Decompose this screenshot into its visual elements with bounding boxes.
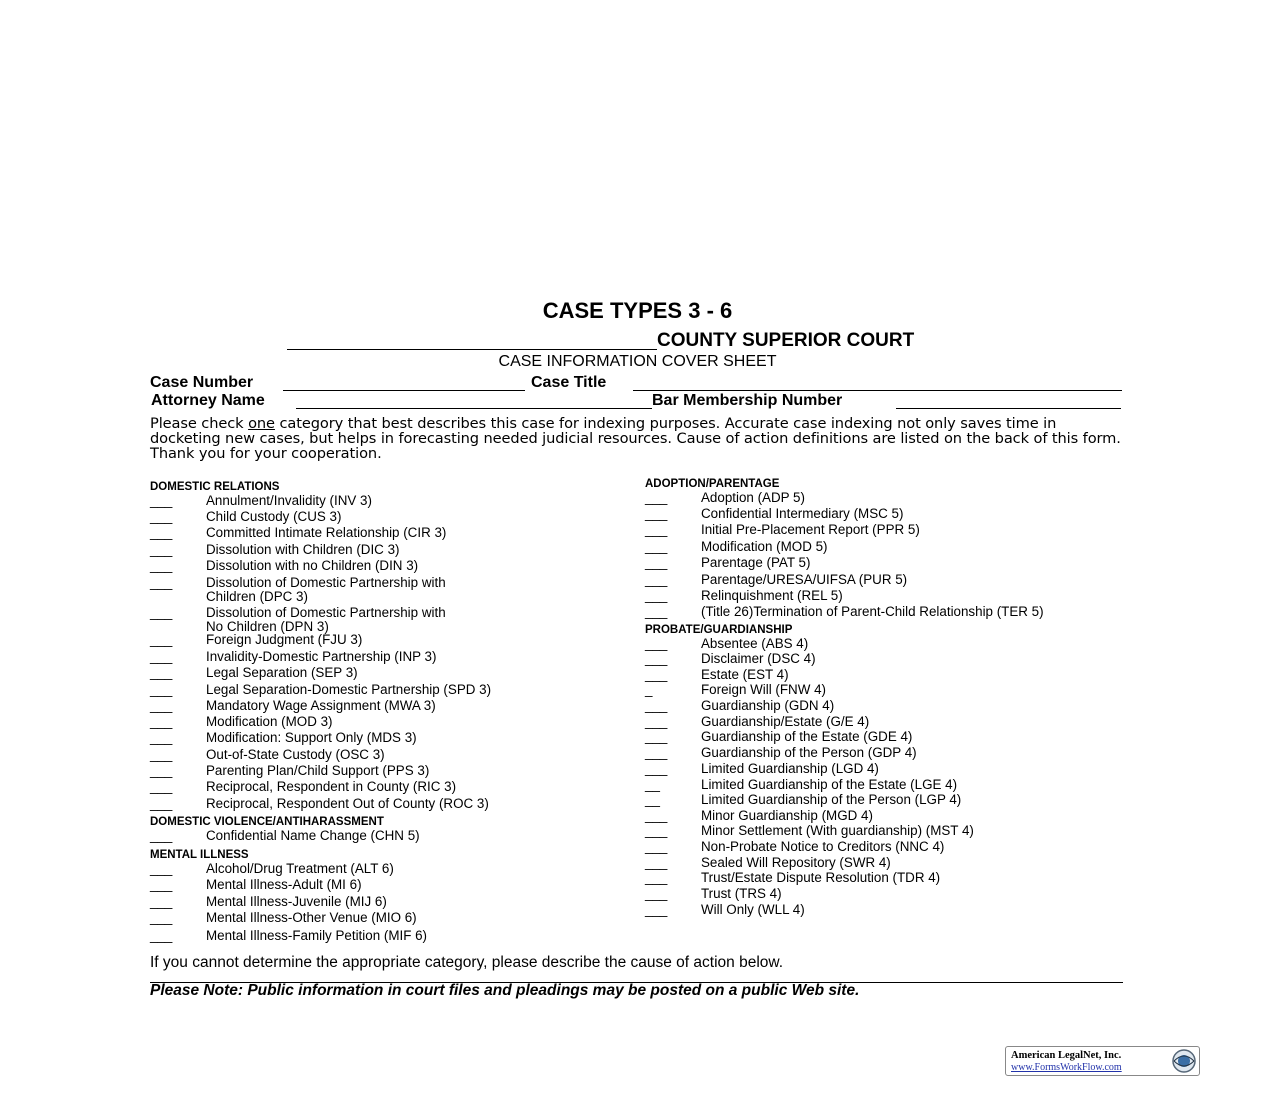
checkbox-blank[interactable]: __ bbox=[645, 777, 660, 792]
checkbox-blank[interactable]: ___ bbox=[645, 651, 668, 666]
case-type-label: Limited Guardianship of the Person (LGP 4) bbox=[701, 792, 962, 807]
case-type-label: Guardianship/Estate (G/E 4) bbox=[701, 714, 870, 729]
checkbox-blank[interactable]: ___ bbox=[150, 558, 173, 573]
case-type-label: Absentee (ABS 4) bbox=[701, 636, 809, 651]
case-type-label: Legal Separation-Domestic Partnership (SPD 3) bbox=[206, 682, 492, 697]
checkbox-blank[interactable]: ___ bbox=[150, 665, 173, 680]
section-adoption-parentage: ADOPTION/PARENTAGE bbox=[645, 478, 780, 490]
attorney-name-field[interactable] bbox=[296, 408, 652, 409]
checkbox-blank[interactable]: ___ bbox=[150, 649, 173, 664]
case-type-label: Mental Illness-Family Petition (MIF 6) bbox=[206, 928, 427, 943]
case-type-label: Committed Intimate Relationship (CIR 3) bbox=[206, 525, 447, 540]
case-type-label: Limited Guardianship (LGD 4) bbox=[701, 761, 879, 776]
case-type-label: Alcohol/Drug Treatment (ALT 6) bbox=[206, 861, 394, 876]
case-type-label: Dissolution of Domestic Partnership with bbox=[206, 575, 446, 590]
checkbox-blank[interactable]: ___ bbox=[645, 506, 668, 521]
attorney-name-label: Attorney Name bbox=[151, 392, 265, 409]
checkbox-blank[interactable]: ___ bbox=[645, 555, 668, 570]
checkbox-blank[interactable]: ___ bbox=[150, 763, 173, 778]
checkbox-blank[interactable]: ___ bbox=[150, 747, 173, 762]
checkbox-blank[interactable]: ___ bbox=[645, 761, 668, 776]
case-type-label-continued: Children (DPC 3) bbox=[206, 589, 308, 604]
checkbox-blank[interactable]: ___ bbox=[150, 575, 173, 590]
checkbox-blank[interactable]: ___ bbox=[150, 542, 173, 557]
checkbox-blank[interactable]: ___ bbox=[150, 894, 173, 909]
case-title-label: Case Title bbox=[531, 374, 607, 391]
checkbox-blank[interactable]: ___ bbox=[645, 698, 668, 713]
case-number-label: Case Number bbox=[150, 374, 254, 391]
checkbox-blank[interactable]: ___ bbox=[150, 828, 173, 843]
checkbox-blank[interactable]: ___ bbox=[645, 490, 668, 505]
case-type-label: Guardianship (GDN 4) bbox=[701, 698, 835, 713]
checkbox-blank[interactable]: ___ bbox=[645, 539, 668, 554]
case-type-label: Trust/Estate Dispute Resolution (TDR 4) bbox=[701, 870, 941, 885]
publisher-name: American LegalNet, Inc. bbox=[1011, 1050, 1122, 1061]
checkbox-blank[interactable]: ___ bbox=[645, 839, 668, 854]
checkbox-blank[interactable]: ___ bbox=[150, 493, 173, 508]
checkbox-blank[interactable]: ___ bbox=[150, 682, 173, 697]
case-type-label: Annulment/Invalidity (INV 3) bbox=[206, 493, 372, 508]
case-type-label: Non-Probate Notice to Creditors (NNC 4) bbox=[701, 839, 945, 854]
checkbox-blank[interactable]: ___ bbox=[150, 861, 173, 876]
case-type-label: Mental Illness-Juvenile (MIJ 6) bbox=[206, 894, 387, 909]
instructions-part1: Please check bbox=[150, 415, 249, 432]
checkbox-blank[interactable]: ___ bbox=[645, 604, 668, 619]
checkbox-blank[interactable]: ___ bbox=[645, 522, 668, 537]
case-type-label: Adoption (ADP 5) bbox=[701, 490, 805, 505]
checkbox-blank[interactable]: __ bbox=[645, 792, 660, 807]
bar-number-label: Bar Membership Number bbox=[652, 392, 843, 409]
page-subtitle: CASE INFORMATION COVER SHEET bbox=[498, 353, 777, 370]
checkbox-blank[interactable]: ___ bbox=[645, 870, 668, 885]
checkbox-blank[interactable]: ___ bbox=[150, 910, 173, 925]
checkbox-blank[interactable]: ___ bbox=[645, 823, 668, 838]
case-type-label: Estate (EST 4) bbox=[701, 667, 789, 682]
case-type-label: Limited Guardianship of the Estate (LGE 4) bbox=[701, 777, 958, 792]
checkbox-blank[interactable]: ___ bbox=[150, 605, 173, 620]
checkbox-blank[interactable]: ___ bbox=[150, 525, 173, 540]
case-type-label: Guardianship of the Estate (GDE 4) bbox=[701, 729, 913, 744]
case-type-label: Mandatory Wage Assignment (MWA 3) bbox=[206, 698, 436, 713]
checkbox-blank[interactable]: ___ bbox=[645, 729, 668, 744]
case-type-label: Out-of-State Custody (OSC 3) bbox=[206, 747, 385, 762]
case-type-label: Mental Illness-Adult (MI 6) bbox=[206, 877, 362, 892]
checkbox-blank[interactable]: ___ bbox=[645, 572, 668, 587]
case-type-label: Dissolution with Children (DIC 3) bbox=[206, 542, 400, 557]
case-type-label: Trust (TRS 4) bbox=[701, 886, 782, 901]
section-mental-illness: MENTAL ILLNESS bbox=[150, 849, 249, 861]
checkbox-blank[interactable]: ___ bbox=[150, 714, 173, 729]
case-type-label: Modification (MOD 3) bbox=[206, 714, 333, 729]
case-type-label: Parentage/URESA/UIFSA (PUR 5) bbox=[701, 572, 908, 587]
case-type-label: Invalidity-Domestic Partnership (INP 3) bbox=[206, 649, 437, 664]
section-domestic-violence: DOMESTIC VIOLENCE/ANTIHARASSMENT bbox=[150, 816, 384, 828]
checkbox-blank[interactable]: ___ bbox=[645, 886, 668, 901]
county-input-line[interactable] bbox=[287, 329, 657, 350]
publisher-link[interactable]: www.FormsWorkFlow.com bbox=[1011, 1062, 1122, 1073]
case-type-label: Confidential Intermediary (MSC 5) bbox=[701, 506, 904, 521]
case-type-label: Reciprocal, Respondent Out of County (ROC 3) bbox=[206, 796, 489, 811]
checkbox-blank[interactable]: ___ bbox=[645, 745, 668, 760]
checkbox-blank[interactable]: ___ bbox=[150, 698, 173, 713]
checkbox-blank[interactable]: _ bbox=[645, 682, 653, 697]
checkbox-blank[interactable]: ___ bbox=[645, 714, 668, 729]
page-title: CASE TYPES 3 - 6 bbox=[542, 298, 733, 323]
section-probate-guardianship: PROBATE/GUARDIANSHIP bbox=[645, 624, 793, 636]
case-type-label: Modification (MOD 5) bbox=[701, 539, 828, 554]
court-name: COUNTY SUPERIOR COURT bbox=[657, 330, 915, 351]
case-type-label: Foreign Judgment (FJU 3) bbox=[206, 632, 363, 647]
case-type-label: Minor Guardianship (MGD 4) bbox=[701, 808, 873, 823]
case-type-label: Confidential Name Change (CHN 5) bbox=[206, 828, 420, 843]
checkbox-blank[interactable]: ___ bbox=[150, 796, 173, 811]
describe-cause-instruction: If you cannot determine the appropriate category, please describe the cause of action below. bbox=[150, 954, 784, 971]
checkbox-blank[interactable]: ___ bbox=[150, 730, 173, 745]
checkbox-blank[interactable]: ___ bbox=[150, 877, 173, 892]
checkbox-blank[interactable]: ___ bbox=[645, 808, 668, 823]
case-type-label: Initial Pre-Placement Report (PPR 5) bbox=[701, 522, 920, 537]
case-type-label: Legal Separation (SEP 3) bbox=[206, 665, 358, 680]
case-type-label: Parentage (PAT 5) bbox=[701, 555, 811, 570]
case-type-label: Will Only (WLL 4) bbox=[701, 902, 805, 917]
case-type-label: Sealed Will Repository (SWR 4) bbox=[701, 855, 891, 870]
instructions bbox=[150, 416, 1130, 461]
case-type-label: Modification: Support Only (MDS 3) bbox=[206, 730, 417, 745]
case-type-label: Foreign Will (FNW 4) bbox=[701, 682, 826, 697]
public-info-note: Please Note: Public information in court files and pleadings may be posted on a public Web site. bbox=[150, 982, 860, 999]
publisher-badge[interactable] bbox=[1005, 1046, 1200, 1076]
case-type-label: Reciprocal, Respondent in County (RIC 3) bbox=[206, 779, 457, 794]
case-type-label: Minor Settlement (With guardianship) (MST 4) bbox=[701, 823, 974, 838]
globe-logo-icon bbox=[1171, 1048, 1197, 1074]
case-type-label: Disclaimer (DSC 4) bbox=[701, 651, 816, 666]
checkbox-blank[interactable]: ___ bbox=[150, 632, 173, 647]
checkbox-blank[interactable]: ___ bbox=[645, 588, 668, 603]
checkbox-blank[interactable]: ___ bbox=[150, 779, 173, 794]
case-type-label: (Title 26)Termination of Parent-Child Relationship (TER 5) bbox=[701, 604, 1044, 619]
case-number-field[interactable] bbox=[283, 390, 525, 391]
bar-number-field[interactable] bbox=[896, 408, 1121, 409]
case-title-field[interactable] bbox=[633, 390, 1122, 391]
instructions-part2: category that best describes this case for indexing purposes. Accurate case indexing not only saves time in docketing new cases, but helps in forecasting needed judicial resources. Cause of action definitions are listed on the back of this form. Thank you for your cooperation. bbox=[150, 415, 1121, 462]
case-type-label: Dissolution of Domestic Partnership with bbox=[206, 605, 446, 620]
case-type-label: Dissolution with no Children (DIN 3) bbox=[206, 558, 419, 573]
checkbox-blank[interactable]: ___ bbox=[150, 509, 173, 524]
checkbox-blank[interactable]: ___ bbox=[645, 902, 668, 917]
case-type-label: Mental Illness-Other Venue (MIO 6) bbox=[206, 910, 417, 925]
case-type-label: Relinquishment (REL 5) bbox=[701, 588, 843, 603]
case-type-label: Child Custody (CUS 3) bbox=[206, 509, 342, 524]
checkbox-blank[interactable]: ___ bbox=[645, 636, 668, 651]
checkbox-blank[interactable]: ___ bbox=[645, 855, 668, 870]
section-domestic-relations: DOMESTIC RELATIONS bbox=[150, 481, 280, 493]
checkbox-blank[interactable]: ___ bbox=[150, 928, 173, 943]
instructions-underlined: one bbox=[248, 415, 275, 432]
case-type-label: Parenting Plan/Child Support (PPS 3) bbox=[206, 763, 430, 778]
checkbox-blank[interactable]: ___ bbox=[645, 667, 668, 682]
case-type-label: Guardianship of the Person (GDP 4) bbox=[701, 745, 917, 760]
case-type-label-continued: No Children (DPN 3) bbox=[206, 619, 329, 634]
